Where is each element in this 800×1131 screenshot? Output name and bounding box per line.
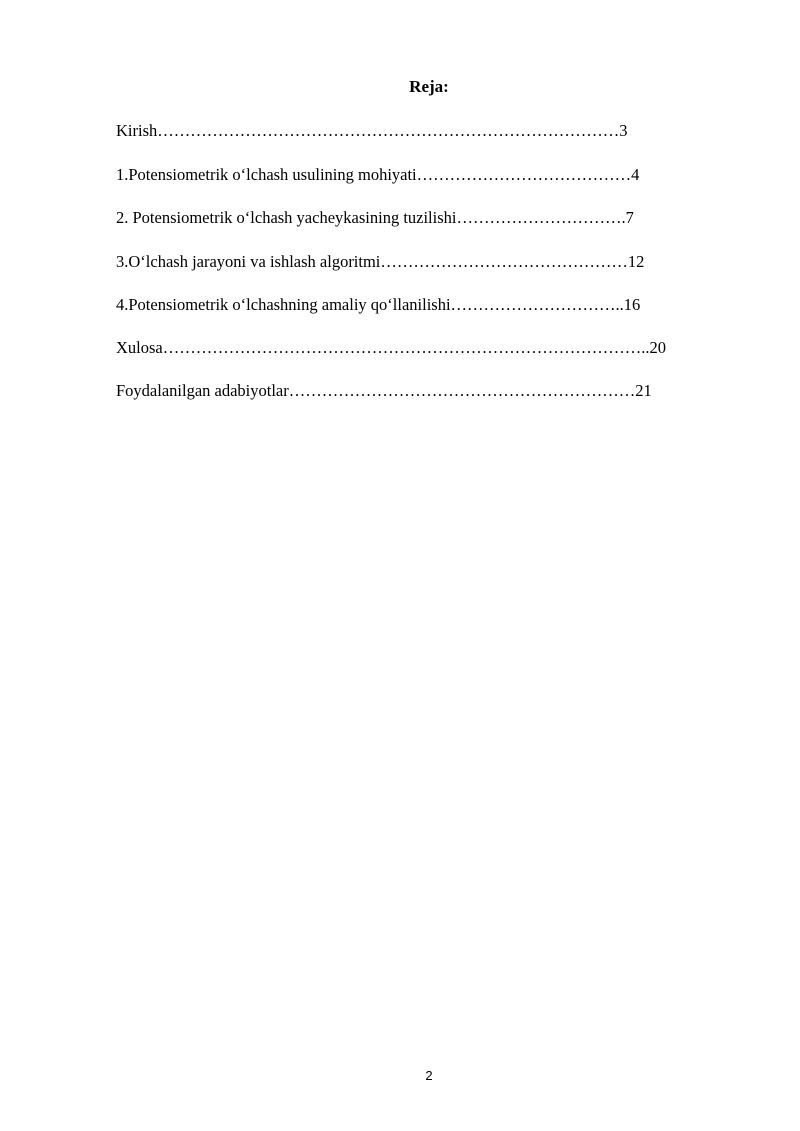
toc-entry-4: 4.Potensiometrik o‘lchashning amaliy qo‘llanilishi…………………………..16 <box>116 295 641 314</box>
toc-entry-xulosa: Xulosa……………………………………………………………………………..20 <box>116 338 666 357</box>
page-title: Reja: <box>409 77 449 96</box>
page-number: 2 <box>425 1068 433 1083</box>
toc-entry-3: 3.O‘lchash jarayoni va ishlash algoritmi………………………………………12 <box>116 252 645 271</box>
toc-entry-2: 2. Potensiometrik o‘lchash yacheykasining tuzilishi………………………….7 <box>116 208 634 227</box>
toc-entry-kirish: Kirish…………………………………………………………………………3 <box>116 121 628 140</box>
toc-entry-adabiyotlar: Foydalanilgan adabiyotlar………………………………………………………21 <box>116 381 652 400</box>
toc-entry-1: 1.Potensiometrik o‘lchash usulining mohiyati…………………………………4 <box>116 165 640 184</box>
